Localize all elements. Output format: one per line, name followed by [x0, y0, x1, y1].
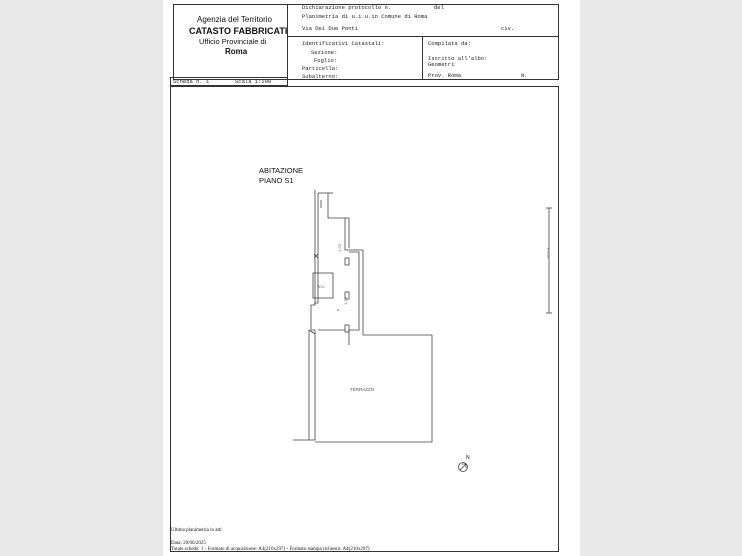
- compiled-title: Compilata da:: [428, 40, 471, 47]
- civ-label: civ.: [501, 25, 515, 32]
- profession-label: Geometri: [428, 61, 455, 68]
- del-label: del: [434, 4, 444, 11]
- terrace-label: TERRAZZO: [350, 387, 375, 392]
- height-note: H 3.00: [546, 248, 550, 259]
- office-name: Agenzia del Territorio: [197, 15, 273, 24]
- protocol-label: Dichiarazione protocollo n.: [302, 4, 392, 11]
- plan-label: Planimetria di u.i.u.in Comune di Roma: [302, 13, 428, 20]
- svg-text:1.00: 1.00: [338, 244, 342, 252]
- cadastral-title: Identificativi Catastali:: [302, 40, 385, 47]
- particella-label: Particella:: [302, 65, 339, 72]
- last-plan-note: Ultima planimetria in atti: [171, 528, 222, 533]
- address-label: Via Dei Due Ponti: [302, 25, 359, 32]
- svg-text:1.20: 1.20: [344, 297, 348, 305]
- formats-label: Totale schede: 1 - Formato di acquisizione: A4(210x297) - Formato stampa richiesto: A4(210x297): [171, 547, 370, 552]
- foglio-label: Foglio:: [314, 57, 338, 64]
- prov-label: Prov. Roma: [428, 72, 462, 79]
- scheda-scale: Scala 1:200: [235, 78, 272, 85]
- albo-label: Iscritto all'albo:: [428, 55, 488, 62]
- plan-floor: PIANO S1: [259, 176, 294, 185]
- office-city: Roma: [225, 47, 248, 56]
- subalterno-label: Subalterno:: [302, 73, 339, 80]
- office-subtitle: Ufficio Provinciale di: [199, 37, 267, 46]
- date-label: Data: 20/06/2025: [171, 541, 206, 546]
- floor-plan-drawing: [163, 0, 580, 556]
- wc-label: W.C.: [317, 284, 326, 289]
- cadastral-plan-sheet: [163, 0, 580, 556]
- office-title: CATASTO FABBRICATI: [189, 26, 288, 36]
- north-label: N: [466, 455, 470, 461]
- n-label: N.: [521, 72, 528, 79]
- scheda-number: Scheda n. 1: [173, 78, 210, 85]
- sezione-label: Sezione:: [311, 49, 338, 56]
- plan-title: ABITAZIONE: [259, 166, 304, 175]
